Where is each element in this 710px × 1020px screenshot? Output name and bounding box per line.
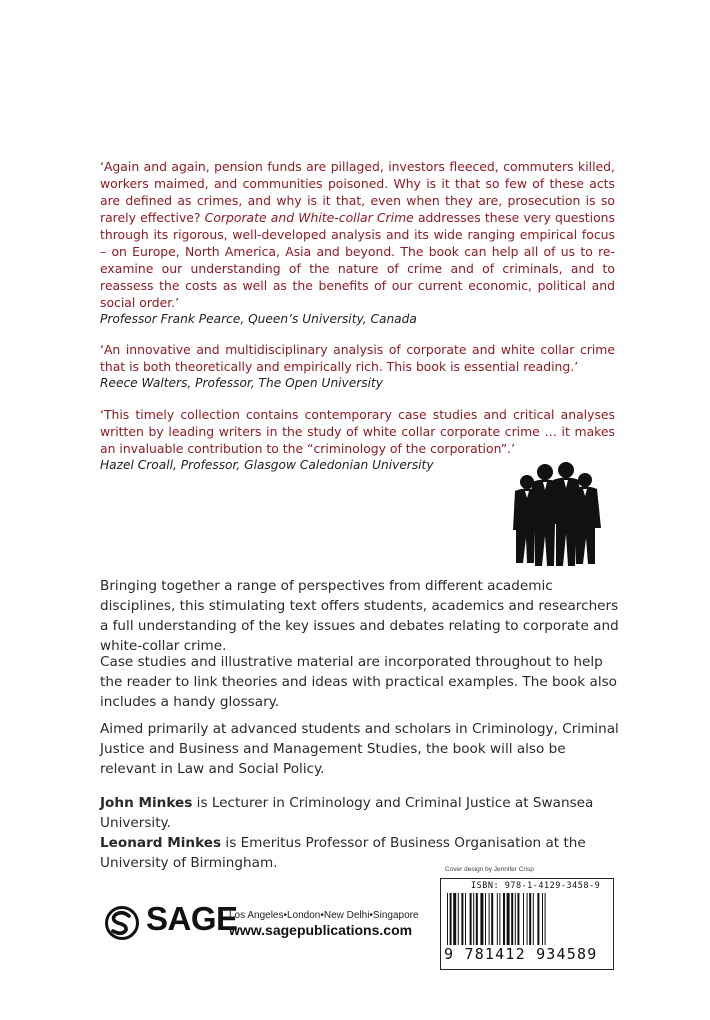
author-name: Leonard Minkes	[100, 835, 222, 851]
isbn-barcode	[440, 878, 614, 970]
isbn-digits: 9 781412 934589	[444, 945, 598, 963]
author-bio-1: John Minkes is Lecturer in Criminology and Criminal Justice at Swansea University.	[100, 795, 594, 831]
blurb-paragraph-1: Bringing together a range of perspectives from different academic disciplines, this stimulating text offers students, academics and researchers a full understanding of the key issues and debates relating to corporate and white-collar crime.	[100, 578, 619, 654]
quote-1-attribution: Professor Frank Pearce, Queen’s University, Canada	[100, 312, 417, 326]
quote-2	[100, 341, 615, 392]
publisher-url: www.sagepublications.com	[229, 922, 413, 938]
businessmen-silhouette-image	[505, 458, 605, 568]
isbn-label: ISBN: 978-1-4129-3458-9	[471, 881, 601, 891]
quote-1-text: ‘Again and again, pension funds are pillaged, investors fleeced, commuters killed, workers maimed, and communities poisoned. Why is it that so few of these acts are defined as crimes, and why is it that, even when they are, prosecution is so rarely effective? Corporate and White-collar Crime addresses these very questions through its rigorous, well-developed analysis and its wide ranging empirical focus – on Europe, North America, Asia and beyond. The book can help all of us to re-examine our understanding of the nature of crime and of criminals, and to reassess the costs as well as the benefits of our current economic, political and social order.’	[100, 159, 615, 310]
quote-2-attribution: Reece Walters, Professor, The Open University	[100, 376, 384, 390]
publisher-name: SAGE	[146, 900, 238, 937]
sage-logo-icon	[100, 906, 144, 940]
quote-2-text: ‘An innovative and multidisciplinary analysis of corporate and white collar crime that is both theoretically and empirically rich. This book is essential reading.’	[100, 342, 615, 374]
quote-3-text: ‘This timely collection contains contemporary case studies and critical analyses written by leading writers in the study of white collar corporate crime … it makes an invaluable contribution to the “criminology of the corporation”.’	[100, 407, 615, 456]
publisher-cities: Los Angeles•London•New Delhi•Singapore	[229, 910, 419, 921]
publisher-info	[229, 910, 419, 938]
author-name: John Minkes	[100, 795, 193, 811]
author-bio-2: Leonard Minkes is Emeritus Professor of Business Organisation at the University of Birmingham.	[100, 835, 586, 871]
book-title: Corporate and White-collar Crime	[204, 210, 414, 225]
blurb-paragraph-3: Aimed primarily at advanced students and scholars in Criminology, Criminal Justice and Business and Management Studies, the book will also be relevant in Law and Social Policy.	[100, 721, 619, 777]
quote-3-attribution: Hazel Croall, Professor, Glasgow Caledonian University	[100, 458, 434, 472]
author-bios	[100, 793, 620, 873]
quote-1	[100, 158, 615, 328]
blurb-paragraph-2: Case studies and illustrative material are incorporated throughout to help the reader to link theories and ideas with practical examples. The book also includes a handy glossary.	[100, 654, 617, 710]
cover-design-credit: Cover design by Jennifer Crisp	[445, 866, 534, 873]
barcode-bars-icon	[445, 893, 609, 947]
